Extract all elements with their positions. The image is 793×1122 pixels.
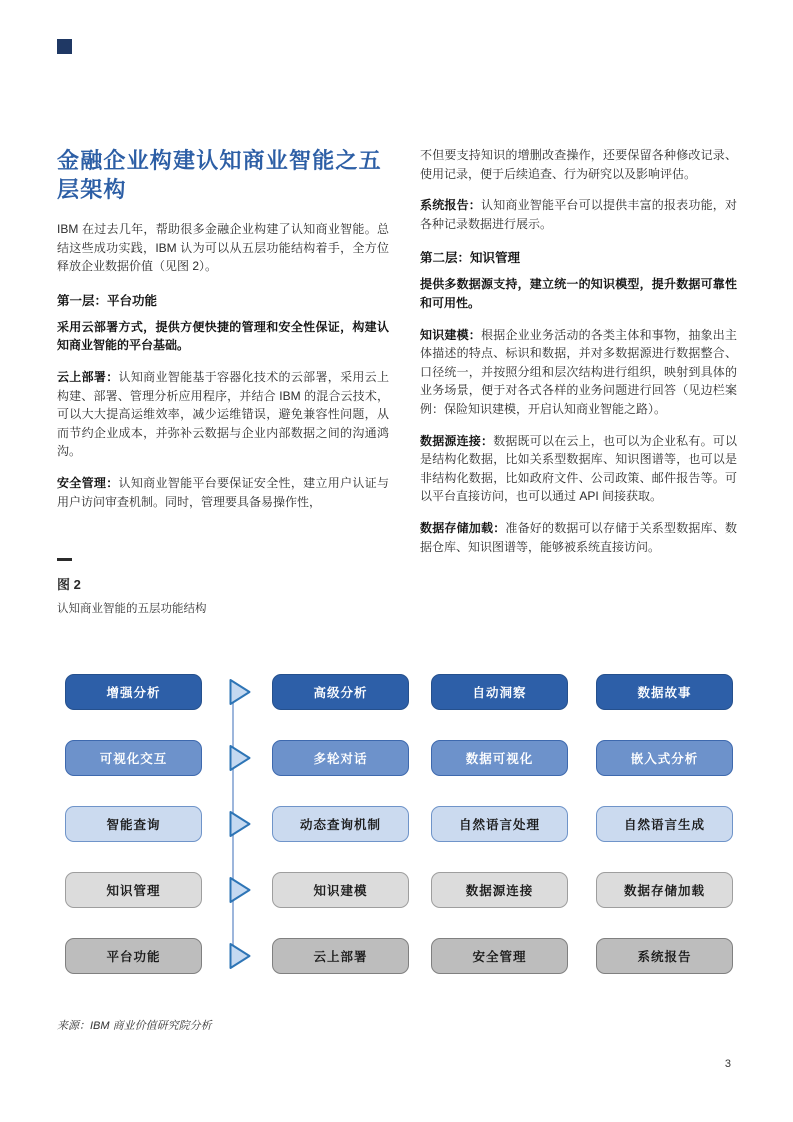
diagram-row-platform bbox=[65, 938, 733, 974]
diagram-box: 可视化交互 bbox=[65, 740, 202, 776]
diagram-box: 云上部署 bbox=[272, 938, 409, 974]
diagram-box: 自然语言生成 bbox=[596, 806, 733, 842]
figure-caption: 认知商业智能的五层功能结构 bbox=[57, 603, 207, 615]
diagram-box: 数据故事 bbox=[596, 674, 733, 710]
left-column bbox=[57, 146, 389, 569]
term-label: 云上部署： bbox=[57, 370, 119, 385]
term-label: 安全管理： bbox=[57, 476, 119, 490]
diagram-box: 动态查询机制 bbox=[272, 806, 409, 842]
diagram-box: 智能查询 bbox=[65, 806, 202, 842]
section-lede: 提供多数据源支持，建立统一的知识模型，提升数据可靠性和可用性。 bbox=[420, 277, 737, 310]
paragraph-text: 认知商业智能平台可以提供丰富的报表功能，对各种记录数据进行展示。 bbox=[420, 198, 737, 231]
figure-label: 图 2 bbox=[57, 577, 81, 592]
diagram-box: 嵌入式分析 bbox=[596, 740, 733, 776]
section-lede: 采用云部署方式，提供方便快捷的管理和安全性保证，构建认知商业智能的平台基础。 bbox=[57, 319, 389, 353]
diagram-box: 平台功能 bbox=[65, 938, 202, 974]
paragraph-text: 根据企业业务活动的各类主体和事物，抽象出主体描述的特点、标识和数据，并对多数据源进行数据整合、口径统一，并按照分组和层次结构进行组织，映射到具体的业务场景，便于对各式各样的业务问题进行回答（见边栏案例：保险知识建模，开启认知商业智能之路）。 bbox=[420, 327, 737, 416]
page-number: 3 bbox=[724, 1058, 731, 1070]
diagram-box: 数据源连接 bbox=[431, 872, 568, 908]
figure-source: 来源：IBM 商业价值研究院分析 bbox=[57, 1020, 212, 1032]
paragraph-text: 数据既可以在云上，也可以为企业私有。可以是结构化数据，比如关系型数据库、知识图谱等，也可以是非结构化数据，比如政府文件、公司政策、邮件报告等。可以平台直接访问，也可以通过 API 间接获取。 bbox=[420, 433, 737, 504]
diagram-box: 知识管理 bbox=[65, 872, 202, 908]
paragraph bbox=[420, 326, 737, 419]
five-layer-diagram bbox=[65, 674, 733, 976]
diagram-box: 数据可视化 bbox=[431, 740, 568, 776]
right-arrow-icon bbox=[227, 808, 253, 840]
section-heading: 第一层：平台功能 bbox=[57, 293, 158, 308]
figure-header bbox=[57, 558, 357, 616]
paragraph bbox=[57, 474, 389, 511]
right-arrow-icon bbox=[227, 676, 253, 708]
flow-connector bbox=[202, 740, 272, 776]
diagram-row-interaction bbox=[65, 740, 733, 776]
article-title: 金融企业构建认知商业智能之五层架构 bbox=[57, 148, 382, 203]
section-heading: 第二层：知识管理 bbox=[420, 251, 521, 266]
paragraph-text: 准备好的数据可以存储于关系型数据库、数据仓库、知识图谱等，能够被系统直接访问。 bbox=[420, 520, 737, 554]
flow-connector bbox=[202, 938, 272, 974]
paragraph-text: 认知商业智能基于容器化技术的云部署，采用云上构建、部署、管理分析应用程序，并结合 IBM 的混合云技术，可以大大提高运维效率，减少运维错误，避免兼容性问题，从而节约企业成本，并弥补云数据与企业内部数据之间的沟通鸿沟。 bbox=[57, 370, 389, 459]
term-label: 数据存储加载： bbox=[420, 520, 506, 535]
right-arrow-icon bbox=[227, 940, 253, 972]
diagram-box: 知识建模 bbox=[272, 872, 409, 908]
flow-connector bbox=[202, 806, 272, 842]
article-body bbox=[57, 146, 737, 569]
diagram-box: 自然语言处理 bbox=[431, 806, 568, 842]
diagram-box: 安全管理 bbox=[431, 938, 568, 974]
term-label: 知识建模： bbox=[420, 327, 481, 342]
paragraph-text: 认知商业智能平台要保证安全性，建立用户认证与用户访问审查机制。同时，管理要具备易操作性， bbox=[57, 476, 389, 509]
flow-connector bbox=[202, 872, 272, 908]
diagram-box: 数据存储加载 bbox=[596, 872, 733, 908]
paragraph bbox=[420, 146, 737, 183]
diagram-box: 多轮对话 bbox=[272, 740, 409, 776]
figure-rule bbox=[57, 558, 72, 561]
right-arrow-icon bbox=[227, 742, 253, 774]
brand-square bbox=[57, 39, 72, 54]
diagram-box: 高级分析 bbox=[272, 674, 409, 710]
paragraph bbox=[420, 196, 737, 233]
term-label: 系统报告： bbox=[420, 198, 481, 213]
paragraph-text: IBM 在过去几年，帮助很多金融企业构建了认知商业智能。总结这些成功实践，IBM 认为可以从五层功能结构着手，全方位释放企业数据价值（见图 2）。 bbox=[57, 222, 389, 274]
diagram-box: 系统报告 bbox=[596, 938, 733, 974]
right-column bbox=[420, 146, 737, 569]
diagram-row-query bbox=[65, 806, 733, 842]
paragraph bbox=[57, 368, 389, 461]
flow-connector bbox=[202, 674, 272, 710]
diagram-row-analytics bbox=[65, 674, 733, 710]
right-arrow-icon bbox=[227, 874, 253, 906]
paragraph bbox=[420, 519, 737, 556]
paragraph bbox=[57, 220, 389, 276]
term-label: 数据源连接： bbox=[420, 433, 494, 448]
diagram-box: 增强分析 bbox=[65, 674, 202, 710]
paragraph bbox=[420, 432, 737, 506]
diagram-box: 自动洞察 bbox=[431, 674, 568, 710]
paragraph-text: 不但要支持知识的增删改查操作，还要保留各种修改记录、使用记录，便于后续追查、行为研究以及影响评估。 bbox=[420, 148, 737, 181]
diagram-row-knowledge bbox=[65, 872, 733, 908]
